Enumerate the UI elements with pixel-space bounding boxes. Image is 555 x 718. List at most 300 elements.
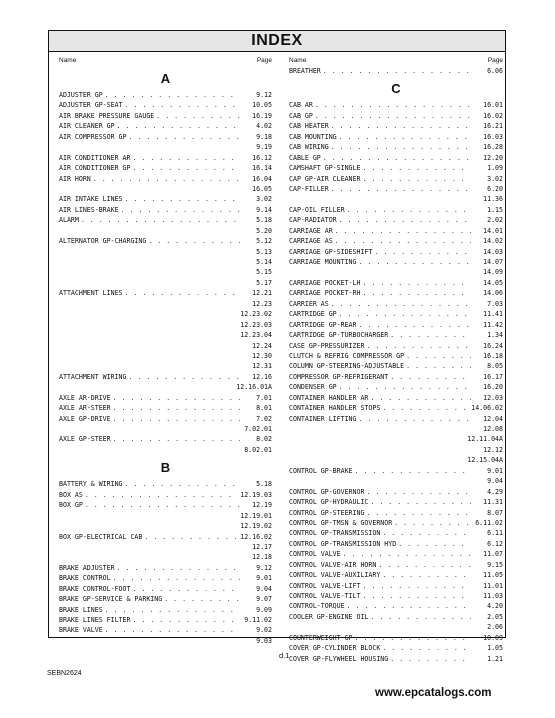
entry-page: 11.01 — [483, 581, 503, 590]
dot-leader — [347, 205, 471, 215]
entry-page: 9.01 — [487, 466, 503, 475]
index-entry — [59, 236, 272, 246]
entry-page: 12.19.03 — [240, 490, 272, 499]
entry-name: AIR BRAKE PRESSURE GAUGE — [59, 111, 155, 120]
entry-page: 5.14 — [256, 258, 272, 266]
entry-page: 12.30 — [252, 351, 272, 360]
entry-page: 12.04 — [483, 414, 503, 423]
dot-leader — [382, 403, 469, 413]
entry-name: CARRIER AS — [289, 299, 329, 308]
dot-leader — [370, 393, 471, 403]
dot-leader — [362, 174, 471, 184]
entry-name: CAP-FILLER — [289, 184, 329, 193]
index-entry — [289, 330, 503, 340]
entry-page: 11.41 — [483, 310, 503, 319]
index-entry — [289, 518, 503, 528]
entry-page: 6.11.02 — [475, 518, 503, 527]
index-entry — [289, 403, 503, 413]
entry-name: BRAKE CONTROL — [59, 574, 111, 583]
entry-name: ADJUSTER GP-SEAT — [59, 101, 123, 110]
dot-leader — [362, 288, 471, 298]
index-entry — [289, 267, 503, 277]
index-entry — [289, 633, 503, 643]
index-entry — [59, 267, 272, 277]
entry-page: 16.03 — [483, 132, 503, 141]
index-entry — [59, 341, 272, 351]
entry-name: CARRIAGE POCKET-LH — [289, 278, 361, 287]
entry-page: 5.13 — [256, 247, 272, 256]
entry-name: CONTROL VALVE — [289, 550, 341, 559]
entry-name: BRAKE VALVE — [59, 626, 103, 635]
dot-leader — [132, 163, 240, 173]
index-entry — [289, 591, 503, 601]
dot-leader — [125, 100, 240, 110]
section-letter: B — [160, 460, 171, 476]
index-entry — [59, 205, 272, 215]
dot-leader — [366, 341, 471, 351]
dot-leader — [362, 163, 471, 173]
entry-page: 6.12 — [487, 539, 503, 548]
entry-page: 12.21 — [252, 289, 272, 298]
entry-name: CONTROL GP-TRANSMISSION — [289, 529, 381, 538]
entry-name: CARTRIDGE GP-REAR — [289, 320, 357, 329]
entry-page: 11.03 — [483, 592, 503, 600]
entry-name: CONTAINER HANDLER AR — [289, 393, 369, 402]
index-entry — [289, 226, 503, 236]
index-entry — [59, 299, 272, 309]
index-entry — [289, 549, 503, 559]
dot-leader — [132, 584, 240, 594]
dot-leader — [390, 654, 471, 664]
entry-name: CONTAINER HANDLER STOPS — [289, 404, 381, 413]
index-entry — [289, 643, 503, 653]
entry-page: 12.16 — [252, 372, 272, 381]
dot-leader — [148, 236, 240, 246]
index-entry — [289, 100, 503, 110]
entry-name: AIR COMPRESSOR GP — [59, 132, 127, 141]
page-header: Page — [487, 57, 503, 64]
entry-name: AXLE GP-DRIVE — [59, 414, 111, 423]
entry-page: 2.06 — [487, 623, 503, 632]
entry-name: COOLER GP-ENGINE OIL — [289, 612, 369, 621]
entry-page: 7.02 — [256, 414, 272, 423]
index-entry — [59, 382, 272, 392]
index-entry — [289, 341, 503, 351]
index-entry — [59, 424, 272, 434]
index-entry — [59, 511, 272, 521]
index-entry — [59, 351, 272, 361]
dot-leader — [406, 361, 471, 371]
entry-page: 6.20 — [487, 184, 503, 193]
entry-page: 12.16.01A — [236, 383, 272, 392]
index-entry — [59, 605, 272, 615]
entry-name: CONTROL VALVE-AUXILIARY — [289, 571, 381, 580]
entry-page: 12.16.02 — [240, 532, 272, 541]
dot-leader — [125, 288, 240, 298]
entry-name: CARTRIDGE GP-TURBOCHARGER — [289, 331, 389, 340]
entry-name: CABLE GP — [289, 153, 321, 162]
entry-name: ALTERNATOR GP-CHARGING — [59, 237, 147, 246]
entry-name: CAB GP — [289, 111, 313, 120]
index-entry — [59, 532, 272, 542]
index-entry — [289, 299, 503, 309]
index-entry — [289, 372, 503, 382]
entry-name: CARRIAGE AR — [289, 226, 333, 235]
index-entry — [59, 414, 272, 424]
entry-name: AXLE AR-DRIVE — [59, 393, 111, 402]
entry-page: 9.04 — [487, 477, 503, 486]
entry-page: 14.05 — [483, 278, 503, 287]
entry-page: 14.07 — [483, 258, 503, 266]
entry-page: 12.08 — [483, 425, 503, 433]
dot-leader — [331, 299, 471, 309]
entry-name: CONTROL-TORQUE — [289, 602, 345, 611]
index-entry — [289, 153, 503, 163]
entry-page: 8.02 — [256, 435, 272, 444]
index-entry — [289, 612, 503, 622]
entry-page: 12.18 — [252, 553, 272, 562]
index-entry — [59, 194, 272, 204]
entry-name: CAMSHAFT GP-SINGLE — [289, 164, 361, 173]
entry-name: AXLE AR-STEER — [59, 404, 111, 413]
entry-page: 16.01 — [483, 101, 503, 110]
entry-name: CAB HEATER — [289, 122, 329, 131]
entry-page: 5.17 — [256, 278, 272, 287]
title-bar — [49, 31, 505, 52]
dot-leader — [113, 403, 240, 413]
dot-leader — [355, 466, 471, 476]
dot-leader — [81, 215, 240, 225]
dot-leader — [323, 153, 471, 163]
dot-leader — [359, 414, 472, 424]
entry-name: BRAKE CONTROL-FOOT — [59, 584, 131, 593]
entry-page: 9.07 — [256, 595, 272, 604]
dot-leader — [343, 549, 471, 559]
dot-leader — [129, 372, 241, 382]
index-entry — [59, 111, 272, 121]
dot-leader — [105, 605, 240, 615]
entry-name: CONDENSER GP — [289, 383, 337, 392]
entry-page: 12.19 — [252, 501, 272, 510]
entry-name: AIR HORN — [59, 174, 91, 183]
index-entry — [59, 372, 272, 382]
dot-leader — [105, 90, 240, 100]
entry-page: 7.03 — [487, 299, 503, 308]
entry-name: COVER GP-CYLINDER BLOCK — [289, 644, 381, 653]
entry-name: BRAKE ADJUSTER — [59, 563, 115, 572]
entry-name: CARRIAGE GP-SIDESHIFT — [289, 247, 373, 256]
index-entry — [289, 278, 503, 288]
entry-page: 7.02.01 — [244, 425, 272, 433]
entry-name: CONTAINER LIFTING — [289, 414, 357, 423]
entry-name: CARRIAGE MOUNTING — [289, 258, 357, 266]
document-code: SEBN2624 — [47, 670, 82, 677]
index-entry — [289, 654, 503, 664]
entry-page: 9.12 — [256, 91, 272, 99]
dot-leader — [335, 236, 471, 246]
dot-leader — [359, 320, 472, 330]
section-letter: C — [391, 81, 401, 97]
entry-name: CONTROL GP-TRANSMISSION HYD — [289, 539, 397, 548]
index-entry — [289, 466, 503, 476]
entry-page: 16.24 — [483, 341, 503, 350]
index-entry — [289, 508, 503, 518]
entry-page: 16.04 — [252, 174, 272, 183]
entry-name: BREATHER — [289, 67, 321, 75]
entry-name: CARRIAGE AS — [289, 237, 333, 246]
index-entry — [59, 636, 272, 646]
entry-page: 6.06 — [487, 67, 503, 75]
dot-leader — [129, 132, 241, 142]
entry-page: 14.06.02 — [471, 404, 503, 413]
entry-name: COLUMN GP-STEERING-ADJUSTABLE — [289, 362, 405, 371]
entry-page: 16.02 — [483, 111, 503, 120]
entry-page: 3.02 — [487, 174, 503, 183]
dot-leader — [85, 490, 238, 500]
entry-page: 10.05 — [252, 101, 272, 110]
entry-page: 14.03 — [483, 247, 503, 256]
index-entry — [289, 382, 503, 392]
index-entry — [59, 153, 272, 163]
dot-leader — [113, 414, 240, 424]
entry-name: CAP GP-AIR CLEANER — [289, 174, 361, 183]
index-entry — [289, 476, 503, 486]
index-entry — [59, 278, 272, 288]
entry-page: 12.19.02 — [240, 522, 272, 531]
dot-leader — [378, 560, 471, 570]
index-entry — [289, 455, 503, 465]
index-entry — [59, 500, 272, 510]
entry-page: 9.18 — [256, 132, 272, 141]
dot-leader — [406, 351, 471, 361]
dot-leader — [347, 601, 471, 611]
entry-name: BOX GP-ELECTRICAL CAB — [59, 532, 143, 541]
index-entry — [289, 601, 503, 611]
name-header: Name — [59, 57, 77, 64]
entry-name: CONTROL GP-TMSN & GOVERNOR — [289, 518, 393, 527]
dot-leader — [315, 100, 471, 110]
index-entry — [289, 528, 503, 538]
index-entry — [289, 288, 503, 298]
entry-name: CONTROL GP-HYDRAULIC — [289, 498, 369, 507]
right-column — [289, 55, 503, 664]
entry-page: 12.03 — [483, 393, 503, 402]
index-entry — [289, 424, 503, 434]
entry-page: 16.19 — [252, 111, 272, 120]
entry-page: 16.21 — [483, 122, 503, 131]
entry-page: 10.09 — [483, 633, 503, 642]
index-entry — [59, 434, 272, 444]
index-entry — [289, 560, 503, 570]
entry-page: 8.07 — [487, 508, 503, 517]
entry-name: AIR CONDITIONER AR — [59, 153, 131, 162]
index-entry — [59, 184, 272, 194]
index-entry — [289, 163, 503, 173]
index-entry — [289, 215, 503, 225]
dot-leader — [323, 66, 471, 76]
index-entry — [59, 542, 272, 552]
entry-page: 12.23.04 — [240, 331, 272, 340]
index-entry — [59, 393, 272, 403]
dot-leader — [382, 643, 471, 653]
entry-page: 8.05 — [487, 362, 503, 371]
index-entry — [59, 309, 272, 319]
index-entry — [289, 111, 503, 121]
dot-leader — [370, 612, 471, 622]
name-header: Name — [289, 57, 307, 64]
entry-name: ATTACHMENT LINES — [59, 289, 123, 298]
entry-name: COUNTERWEIGHT GP — [289, 633, 353, 642]
entry-page: 9.15 — [487, 560, 503, 569]
index-entry — [59, 288, 272, 298]
index-entry — [59, 142, 272, 152]
index-entry — [59, 132, 272, 142]
entry-page: 1.15 — [487, 205, 503, 214]
dot-leader — [156, 111, 240, 121]
index-entry — [289, 393, 503, 403]
index-entry — [289, 132, 503, 142]
dot-leader — [315, 111, 471, 121]
index-entry — [59, 257, 272, 267]
dot-leader — [390, 330, 471, 340]
entry-page: 7.01 — [256, 393, 272, 402]
index-entry — [59, 330, 272, 340]
entry-name: CONTROL VALVE-AIR HORN — [289, 560, 377, 569]
entry-page: 12.19.01 — [240, 511, 272, 520]
entry-page: 14.02 — [483, 237, 503, 246]
dot-leader — [374, 247, 471, 257]
entry-page: 5.18 — [256, 480, 272, 489]
entry-page: 12.31 — [252, 362, 272, 371]
index-entry — [59, 584, 272, 594]
dot-leader — [339, 132, 471, 142]
entry-name: AIR CONDITIONER GP — [59, 164, 131, 173]
entry-name: BRAKE GP-SERVICE & PARKING — [59, 595, 163, 604]
watermark-url: www.epcatalogs.com — [375, 687, 492, 699]
entry-page: 9.12 — [256, 563, 272, 572]
right-column-header — [289, 55, 503, 66]
entry-page: 6.11 — [487, 529, 503, 538]
entry-page: 9.09 — [256, 605, 272, 614]
entry-page: 14.06 — [483, 289, 503, 298]
index-entry — [289, 142, 503, 152]
index-entry — [289, 434, 503, 444]
index-entry — [289, 194, 503, 204]
dot-leader — [339, 309, 471, 319]
entry-name: BATTERY & WIRING — [59, 480, 123, 489]
entry-name: AXLE GP-STEER — [59, 435, 111, 444]
entry-page: 9.02 — [256, 626, 272, 635]
entry-name: CONTROL VALVE-TILT — [289, 592, 361, 600]
index-entry — [289, 257, 503, 267]
index-entry — [289, 320, 503, 330]
entry-name: CAB WIRING — [289, 143, 329, 152]
entry-page: 9.11.02 — [244, 616, 272, 624]
entry-page: 12.12 — [483, 445, 503, 454]
entry-page: 2.05 — [487, 612, 503, 621]
dot-leader — [132, 615, 240, 625]
index-entry — [59, 615, 272, 625]
index-entry — [289, 174, 503, 184]
entry-name: AIR LINES-BRAKE — [59, 205, 119, 214]
entry-page: 16.28 — [483, 143, 503, 152]
entry-name: COVER GP-FLYWHEEL HOUSING — [289, 654, 389, 663]
index-entry — [289, 622, 503, 632]
entry-page: 11.31 — [483, 498, 503, 507]
index-entry — [59, 174, 272, 184]
dot-leader — [390, 372, 471, 382]
dot-leader — [339, 382, 471, 392]
entry-page: 1.05 — [487, 644, 503, 653]
index-entry — [59, 594, 272, 604]
index-entry — [59, 552, 272, 562]
index-entry — [59, 90, 272, 100]
entry-page: 9.04 — [256, 584, 272, 593]
dot-leader — [144, 532, 238, 542]
entry-page: 12.15.04A — [467, 456, 503, 465]
entry-name: CONTROL GP-STEERING — [289, 508, 365, 517]
left-column-header — [59, 55, 272, 66]
dot-leader — [366, 487, 471, 497]
entry-page: 9.01 — [256, 574, 272, 583]
entry-page: 12.20 — [483, 153, 503, 162]
index-entry — [59, 215, 272, 225]
index-entry — [289, 581, 503, 591]
entry-page: 11.42 — [483, 320, 503, 329]
entry-name: ADJUSTER GP — [59, 91, 103, 99]
index-entry — [289, 121, 503, 131]
dot-leader — [382, 528, 471, 538]
dot-leader — [164, 594, 240, 604]
entry-name: COMPRESSOR GP-REFRIGERANT — [289, 372, 389, 381]
dot-leader — [335, 226, 471, 236]
dot-leader — [331, 142, 471, 152]
entry-page: 1.09 — [487, 164, 503, 173]
entry-name: CONTROL GP-BRAKE — [289, 466, 353, 475]
section-letter: A — [160, 71, 171, 86]
entry-page: 1.34 — [487, 331, 503, 340]
entry-page: 12.17 — [252, 542, 272, 551]
dot-leader — [362, 278, 471, 288]
entry-page: 11.05 — [483, 571, 503, 580]
index-entry — [289, 309, 503, 319]
index-entry — [289, 497, 503, 507]
dot-leader — [125, 194, 240, 204]
dot-leader — [113, 434, 240, 444]
index-entry — [289, 361, 503, 371]
page-title: INDEX — [251, 32, 303, 49]
index-entry — [289, 205, 503, 215]
entry-page: 4.20 — [487, 602, 503, 611]
index-entry — [59, 121, 272, 131]
entry-page: 8.01 — [256, 404, 272, 413]
dot-leader — [382, 570, 471, 580]
entry-name: CAP-OIL FILLER — [289, 205, 345, 214]
index-entry — [59, 521, 272, 531]
dot-leader — [355, 633, 471, 643]
entry-page: 9.03 — [256, 636, 272, 645]
entry-page: 1.21 — [487, 654, 503, 663]
entry-name: ATTACHMENT WIRING — [59, 372, 127, 381]
entry-page: 12.23.03 — [240, 320, 272, 329]
entry-name: CAB MOUNTING — [289, 132, 337, 141]
entry-page: 3.02 — [256, 195, 272, 204]
entry-page: 5.12 — [256, 237, 272, 246]
entry-name: BRAKE LINES FILTER — [59, 616, 131, 624]
index-entry — [59, 445, 272, 455]
entry-name: ALARM — [59, 216, 79, 225]
entry-page: 4.02 — [256, 122, 272, 131]
